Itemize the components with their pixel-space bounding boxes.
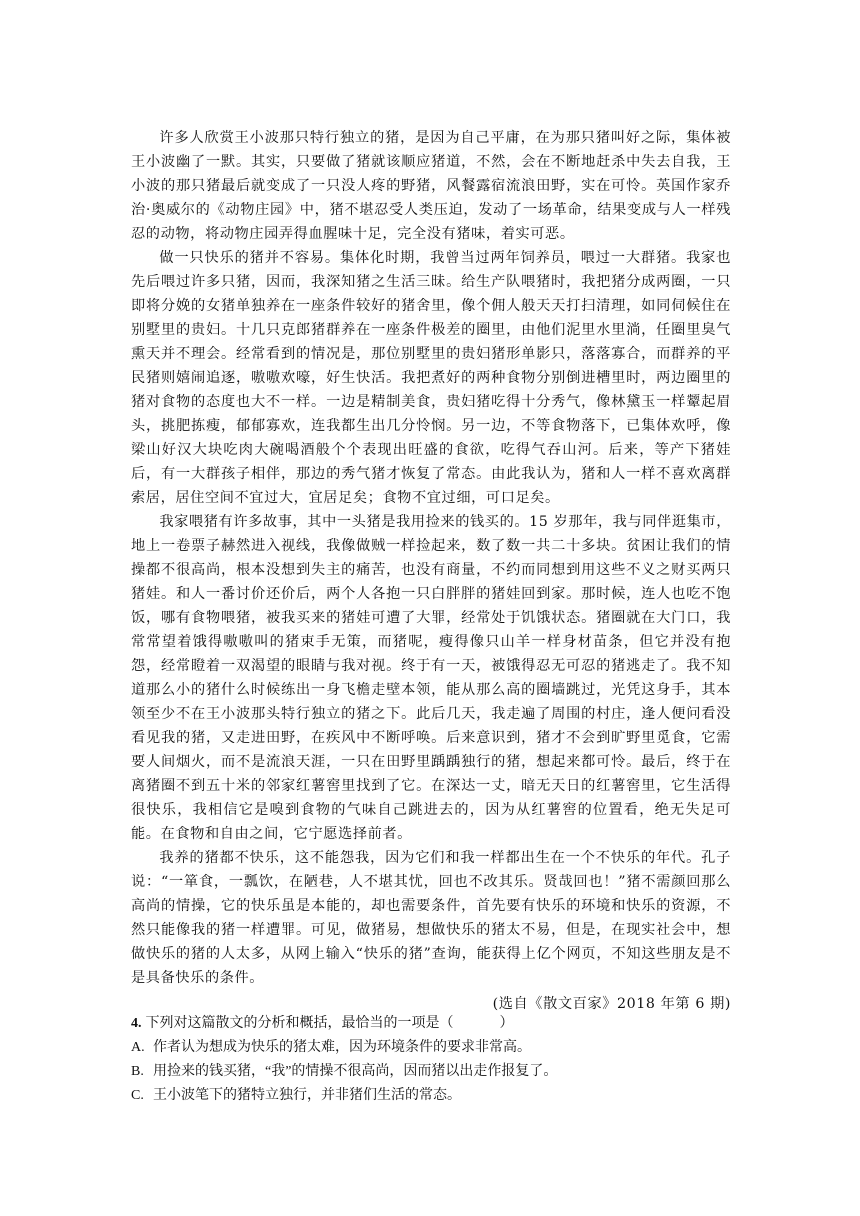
option-c[interactable] <box>131 1084 731 1108</box>
essay-paragraph-1: 许多人欣赏王小波那只特行独立的猪，是因为自己平庸，在为那只猪叫好之际，集体被王小波幽了一默。其实，只要做了猪就该顺应猪道，不然，会在不断地赶杀中失去自我，王小波的那只猪最后就变成了一只没人疼的野猪，风餐露宿流浪田野，实在可怜。英国作家乔治·奥威尔的《动物庄园》中，猪不堪忍受人类压迫，发动了一场革命，结果变成与人一样残忍的动物，将动物庄园弄得血腥味十足，完全没有猪味，着实可恶。 <box>131 130 731 242</box>
option-c-letter: C. <box>131 1088 144 1103</box>
question-number: 4. <box>131 1016 142 1031</box>
question-stem <box>131 1012 731 1036</box>
question-4 <box>131 1012 731 1108</box>
option-a[interactable] <box>131 1036 731 1060</box>
option-b-text: 用捡来的钱买猪，“我”的情操不很高尚，因而猪以出走作报复了。 <box>153 1064 558 1079</box>
essay-paragraph-3: 我家喂猪有许多故事，其中一头猪是我用捡来的钱买的。15 岁那年，我与同伴逛集市，地上一卷票子赫然进入视线，我像做贼一样捡起来，数了数一共二十多块。贫困让我们的情操都不很高尚，根本没想到失主的痛苦，也没有商量，不约而同想到用这些不义之财买两只猪娃。和人一番讨价还价后，两个人各抱一只白胖胖的猪娃回到家。那时候，连人也吃不饱饭，哪有食物喂猪，被我买来的猪娃可遭了大罪，经常处于饥饿状态。猪圈就在大门口，我常常望着饿得嗷嗷叫的猪束手无策，而猪呢，瘦得像只山羊一样身材苗条，但它并没有抱怨，经常瞪着一双渴望的眼睛与我对视。终于有一天，被饿得忍无可忍的猪逃走了。我不知道那么小的猪什么时候练出一身飞檐走壁本领，能从那么高的圈墙跳过，光凭这身手，其本领至少不在王小波那头特行独立的猪之下。此后几天，我走遍了周围的村庄，逢人便问看没看见我的猪，又走进田野，在疾风中不断呼唤。后来意识到，猪才不会到旷野里觅食，它需要人间烟火，而不是流浪天涯，一只在田野里踽踽独行的猪，想起来都可怜。最后，终于在离猪圈不到五十米的邻家红薯窖里找到了它。在深达一丈，暗无天日的红薯窖里，它生活得很快乐，我相信它是嗅到食物的气味自己跳进去的，因为从红薯窖的位置看，绝无失足可能。在食物和自由之间，它宁愿选择前者。 <box>131 514 731 842</box>
option-b-letter: B. <box>131 1064 144 1079</box>
option-b[interactable] <box>131 1060 731 1084</box>
option-a-letter: A. <box>131 1040 145 1055</box>
option-a-text: 作者认为想成为快乐的猪太难，因为环境条件的要求非常高。 <box>153 1040 531 1055</box>
question-stem-close: ） <box>499 1016 514 1031</box>
essay-source: (选自《散文百家》2018 年第 6 期) <box>492 996 731 1012</box>
essay-paragraph-2: 做一只快乐的猪并不容易。集体化时期，我曾当过两年饲养员，喂过一大群猪。我家也先后喂过许多只猪，因而，我深知猪之生活三昧。给生产队喂猪时，我把猪分成两圈，一只即将分娩的女猪单独养在一座条件较好的猪舍里，像个佣人般天天打扫清理，如同伺候住在别墅里的贵妇。十几只克郎猪群养在一座条件极差的圈里，由他们泥里水里淌，任圈里臭气熏天并不理会。经常看到的情况是，那位别墅里的贵妇猪形单影只，落落寡合，而群养的平民猪则嬉闹追逐，嗷嗷欢嚎，好生快活。我把煮好的两种食物分别倒进槽里时，两边圈里的猪对食物的态度也大不一样。一边是精制美食，贵妇猪吃得十分秀气，像林黛玉一样颦起眉头，挑肥拣瘦，郁郁寡欢，连我都生出几分怜悯。另一边，不等食物落下，已集体欢呼，像梁山好汉大块吃肉大碗喝酒般个个表现出旺盛的食欲，吃得气吞山河。后来，等产下猪娃后，有一大群孩子相伴，那边的秀气猪才恢复了常态。由此我认为，猪和人一样不喜欢离群索居，居住空间不宜过大，宜居足矣；食物不宜过细，可口足矣。 <box>131 250 731 506</box>
question-stem-text: 下列对这篇散文的分析和概括，最恰当的一项是（ <box>145 1016 454 1031</box>
essay-article <box>131 126 731 1016</box>
option-c-text: 王小波笔下的猪特立独行，并非猪们生活的常态。 <box>153 1088 461 1103</box>
essay-paragraph-4: 我养的猪都不快乐，这不能怨我，因为它们和我一样都出生在一个不快乐的年代。孔子说：“一箪食，一瓢饮，在陋巷，人不堪其忧，回也不改其乐。贤哉回也！”猪不需颜回那么高尚的情操，它的快乐虽是本能的，却也需要条件，首先要有快乐的环境和快乐的资源，不然只能像我的猪一样遭罪。可见，做猪易，想做快乐的猪太不易，但是，在现实社会中，想做快乐的猪的人太多，从网上输入“快乐的猪”查询，能获得上亿个网页，不知这些朋友是不是具备快乐的条件。 <box>131 850 731 986</box>
